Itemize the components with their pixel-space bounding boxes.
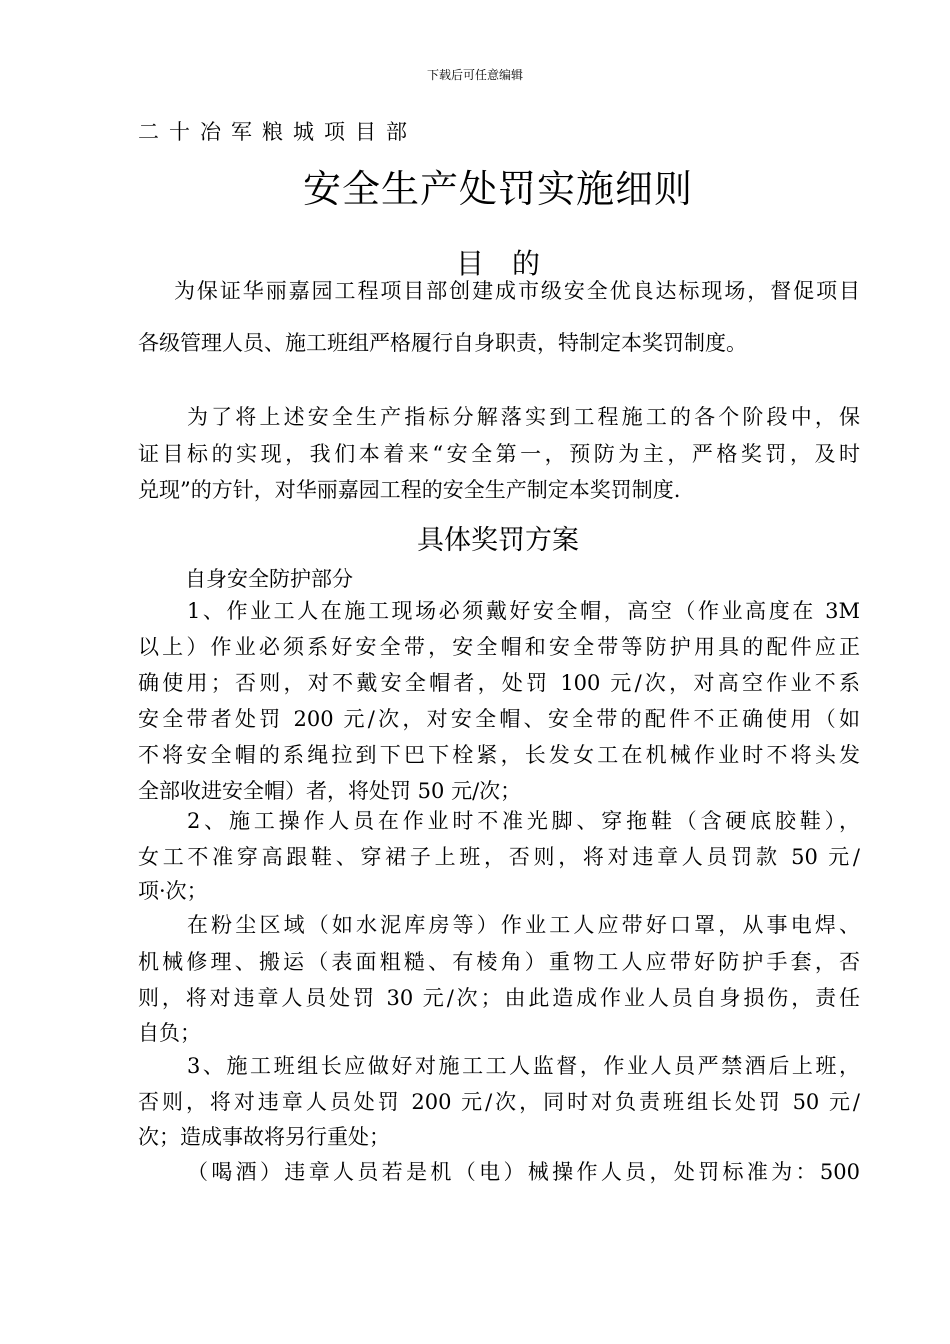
item1-line: 不将安全帽的系绳拉到下巴下栓紧，长发女工在机械作业时不将头发	[138, 743, 860, 767]
item3-line: 3、施工班组长应做好对施工工人监督，作业人员严禁酒后上班，	[187, 1054, 860, 1078]
organization-name: 二十冶军粮城项目部	[138, 120, 417, 144]
document-title: 安全生产处罚实施细则	[302, 167, 693, 211]
item2-line: 女工不准穿高跟鞋、穿裙子上班，否则，将对违章人员罚款 50 元/	[138, 845, 860, 869]
purpose-line: 为保证华丽嘉园工程项目部创建成市级安全优良达标现场，督促项目	[174, 279, 860, 303]
intro-line: 兑现”的方针，对华丽嘉园工程的安全生产制定本奖罚制度.	[138, 478, 681, 502]
header-note: 下载后可任意编辑	[426, 68, 523, 82]
intro-line: 证目标的实现，我们本着来“安全第一，预防为主，严格奖罚，及时	[138, 442, 860, 466]
item1-line: 确使用；否则，对不戴安全帽者，处罚 100 元/次，对高空作业不系	[138, 671, 860, 695]
item3-line: 否则，将对违章人员处罚 200 元/次，同时对负责班组长处罚 50 元/	[138, 1090, 860, 1114]
section-heading-plan: 具体奖罚方案	[417, 525, 579, 556]
item1-line: 全部收进安全帽）者，将处罚 50 元/次；	[138, 779, 522, 803]
subsection-heading: 自身安全防护部分	[185, 567, 353, 591]
dust-line: 机械修理、搬运（表面粗糙、有棱角）重物工人应带好防护手套，否	[138, 950, 860, 974]
intro-line: 为了将上述安全生产指标分解落实到工程施工的各个阶段中，保	[187, 405, 860, 429]
drinking-line: （喝酒）违章人员若是机（电）械操作人员，处罚标准为：500	[187, 1160, 860, 1184]
dust-line: 自负；	[138, 1021, 201, 1045]
item1-line: 以上）作业必须系好安全带，安全帽和安全带等防护用具的配件应正	[138, 635, 860, 659]
dust-line: 则，将对违章人员处罚 30 元/次；由此造成作业人员自身损伤，责任	[138, 986, 860, 1010]
item1-line: 1、作业工人在施工现场必须戴好安全帽，高空（作业高度在 3M	[187, 599, 860, 623]
item1-line: 安全带者处罚 200 元/次，对安全帽、安全带的配件不正确使用（如	[138, 707, 860, 731]
dust-line: 在粉尘区域（如水泥库房等）作业工人应带好口罩，从事电焊、	[187, 913, 860, 937]
item2-line: 项·次；	[138, 879, 208, 903]
item2-line: 2、施工操作人员在作业时不准光脚、穿拖鞋（含硬底胶鞋），	[187, 809, 860, 833]
item3-line: 次；造成事故将另行重处；	[138, 1125, 390, 1149]
section-heading-purpose: 目 的	[455, 247, 540, 280]
purpose-line: 各级管理人员、施工班组严格履行自身职责，特制定本奖罚制度。	[138, 331, 747, 355]
